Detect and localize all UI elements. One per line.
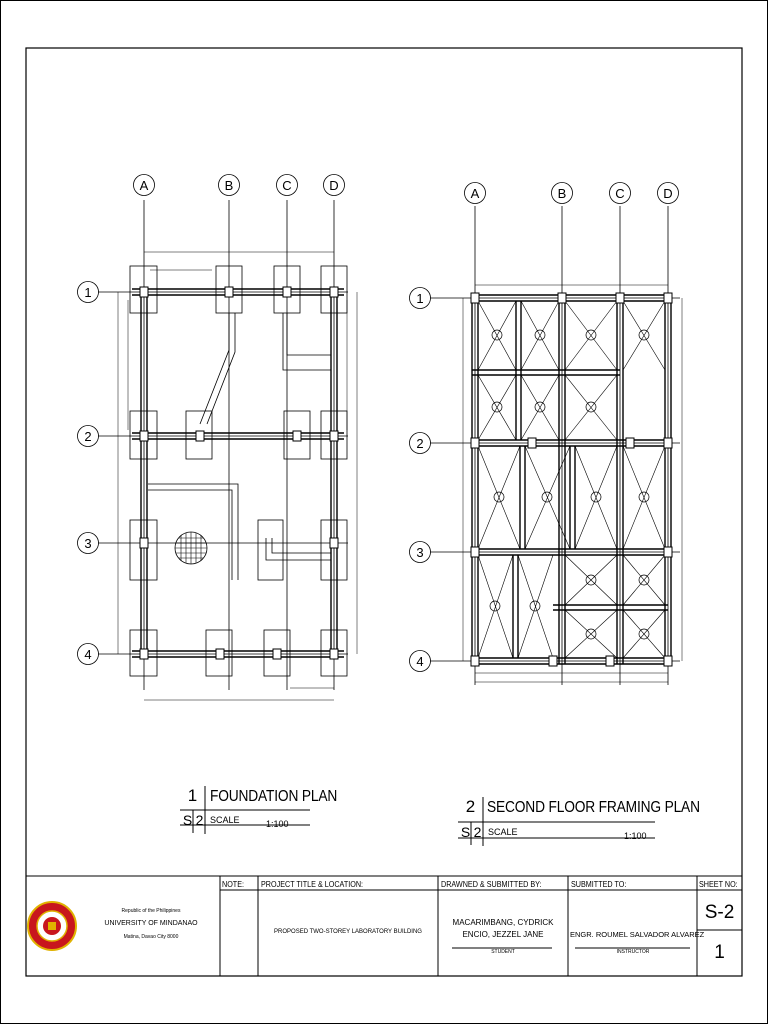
project-title: PROPOSED TWO-STOREY LABORATORY BUILDING [274,929,422,935]
project-header: PROJECT TITLE & LOCATION: [261,880,364,889]
grid-row-label: 3 [84,536,92,551]
submitted-name: ENGR. ROUMEL SALVADOR ALVAREZ [570,930,705,939]
university-seal-icon [28,902,76,950]
plan-number: 2 [465,797,476,816]
plan-number: 1 [187,786,198,805]
grid-row-label: 1 [84,285,92,300]
framing-grid-labels [416,186,672,669]
university-name: UNIVERSITY OF MINDANAO [104,920,198,927]
drawn-role: STUDENT [491,949,515,955]
sheet-ref-number: 2 [473,824,482,840]
grid-col-label: C [615,186,625,201]
grid-col-label: A [470,186,480,201]
sheet-header: SHEET NO: [699,880,738,889]
grid-row-label: 4 [416,654,424,669]
grid-col-label: D [663,186,673,201]
foundation-plan-title: FOUNDATION PLAN [210,788,338,805]
drawn-header: DRAWNED & SUBMITTED BY: [441,880,542,889]
grid-row-label: 2 [416,436,424,451]
sheet-ref-letter: S [182,812,193,828]
grid-row-label: 4 [84,647,92,662]
outer-border [1,1,768,1024]
grid-col-label: B [224,178,234,193]
submitted-header: SUBMITTED TO: [571,880,627,889]
grid-col-label: D [329,178,339,193]
drawn-name-1: MACARIMBANG, CYDRICK [452,918,554,927]
sheet-number: 1 [714,942,725,963]
grid-row-label: 3 [416,545,424,560]
drawn-name-2: ENCIO, JEZZEL JANE [462,930,544,939]
republic-text: Republic of the Philippines [121,908,181,914]
grid-col-label: A [139,178,149,193]
second-floor-framing-drawing [410,183,683,686]
foundation-plan-drawing [78,175,358,701]
second-floor-framing-plan-title: SECOND FLOOR FRAMING PLAN [487,799,700,816]
scale-label: SCALE [488,827,518,837]
scale-value: 1:100 [624,831,647,841]
note-header: NOTE: [222,880,245,889]
sheet-code: S-2 [704,902,735,923]
scale-label: SCALE [210,815,240,825]
submitted-role: INSTRUCTOR [616,949,650,955]
scale-value: 1:100 [266,819,289,829]
grid-col-label: B [557,186,567,201]
grid-row-label: 1 [416,291,424,306]
sheet-ref-letter: S [460,824,471,840]
university-address: Matina, Davao City 8000 [123,934,179,940]
sheet-ref-number: 2 [195,812,204,828]
grid-row-label: 2 [84,429,92,444]
foundation-grid-labels [84,178,338,662]
grid-col-label: C [282,178,292,193]
